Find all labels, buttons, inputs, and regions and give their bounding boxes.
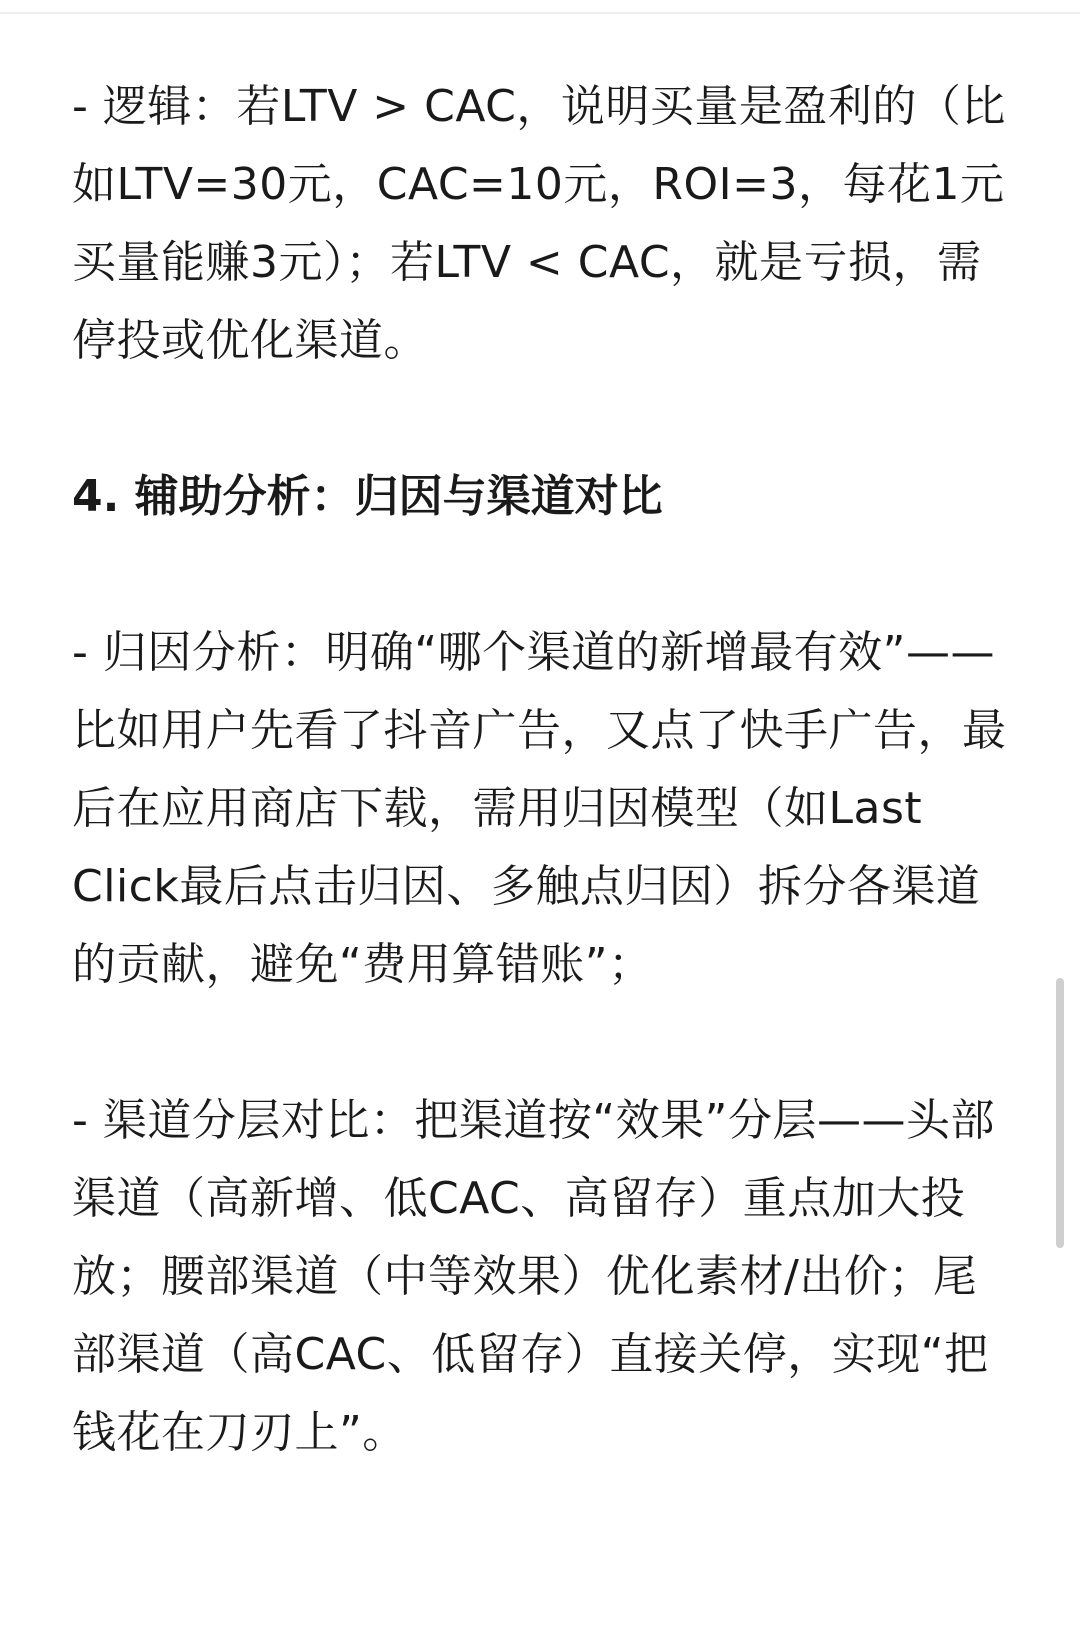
spacer [72,1004,1012,1082]
article-body [72,68,1012,1472]
paragraph-channel-tiers: - 渠道分层对比：把渠道按“效果”分层——头部渠道（高新增、低CAC、高留存）重点加大投放；腰部渠道（中等效果）优化素材/出价；尾部渠道（高CAC、低留存）直接关停，实现“把钱花在刀刃上”。 [72,1095,995,1458]
paragraph-ltv-logic: - 逻辑：若LTV > CAC，说明买量是盈利的（比如LTV=30元，CAC=10元，ROI=3，每花1元买量能赚3元）；若LTV < CAC，就是亏损，需停投或优化渠道。 [72,81,1006,366]
spacer [72,536,1012,614]
top-divider [0,12,1080,14]
section-heading: 4. 辅助分析：归因与渠道对比 [72,471,663,522]
spacer [72,380,1012,458]
scrollbar-thumb[interactable] [1056,978,1064,1248]
paragraph-attribution: - 归因分析：明确“哪个渠道的新增最有效”——比如用户先看了抖音广告，又点了快手广告，最后在应用商店下载，需用归因模型（如Last Click最后点击归因、多触点归因）拆分各渠道的贡献，避免“费用算错账”； [72,627,1007,990]
